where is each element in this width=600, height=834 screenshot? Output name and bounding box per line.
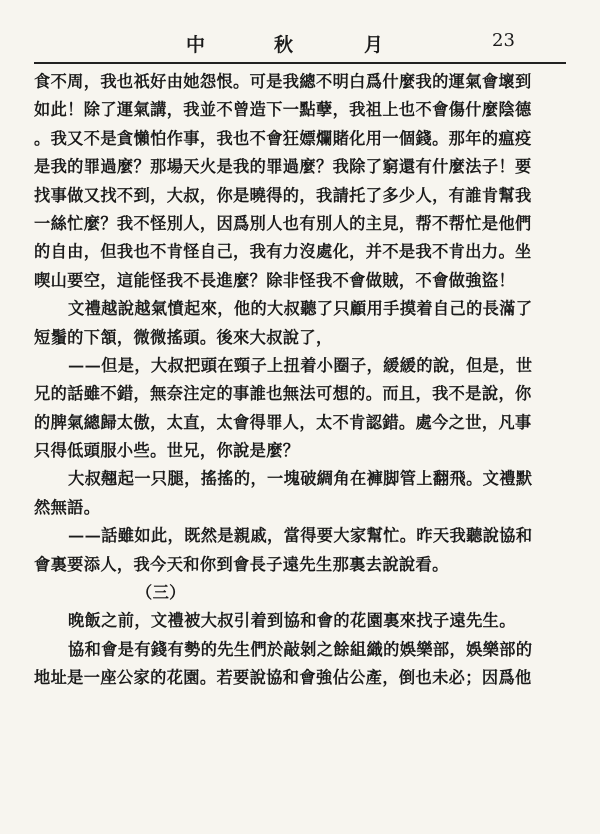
text-line: 文禮越說越氣憤起來，他的大叔聽了只顧用手摸着自己的長滿了 [68,299,533,319]
body-text [34,68,566,693]
text-line: 然無語。 [34,497,101,517]
text-line: 食不周，我也祇好由她怨恨。可是我總不明白爲什麼我的運氣會壞到 [34,72,532,91]
text-line: 。我又不是貪懶怕作事，我也不會狂嫖爛賭化用一個錢。那年的瘟疫 [34,128,532,148]
text-line: 的自由，但我也不肯怪自己，我有力沒處化，并不是我不肯出力。坐 [34,242,532,262]
header-char-1: 中 [186,34,206,56]
section-heading: （三） [136,583,186,603]
text-line: 是我的罪過麼？那場天火是我的罪過麼？我除了窮還有什麼法子！要 [34,157,532,177]
text-line: 大叔翹起一只腿，搖搖的，一塊破綢角在褲脚管上翻飛。文禮默 [68,469,533,489]
running-header [0,30,600,58]
text-line: 只得低頭服小些。世兄，你說是麼？ [34,441,300,461]
page-number: 23 [492,30,515,51]
text-line: 如此！除了運氣講，我並不曾造下一點孽，我祖上也不會傷什麼陰德 [34,100,532,120]
header-rule [34,62,566,64]
text-line: 找事做又找不到，大叔，你是曉得的，我請托了多少人，有誰肯幫我 [34,185,532,205]
text-line: 地址是一座公家的花園。若要說協和會強佔公產，倒也未必；因爲他 [34,668,532,688]
text-line: 短鬚的下頷，微微搖頭。後來大叔說了， [34,327,333,347]
header-char-3: 月 [364,34,384,56]
text-line: 晚飯之前，文禮被大叔引着到協和會的花園裏來找子遠先生。 [68,611,516,631]
text-line: 喫山要空，這能怪我不長進麼？除非怪我不會做賊，不會做強盜！ [34,270,516,290]
text-line: 協和會是有錢有勢的先生們於敲剝之餘組織的娛樂部，娛樂部的 [68,639,533,659]
text-line: 的脾氣總歸太傲，太直，太會得罪人，太不肯認錯。處今之世，凡事 [34,412,532,432]
header-char-2: 秋 [274,34,294,56]
text-line: ——但是，大叔把頭在頸子上扭着小圈子，緩緩的說，但是，世 [68,355,533,375]
text-line: ——話雖如此，既然是親戚，當得要大家幫忙。昨天我聽說協和 [68,526,533,546]
text-line: 一絲忙麼？我不怪別人，因爲別人也有別人的主見，帮不帮忙是他們 [34,213,532,233]
text-line: 會裏要添人，我今天和你到會長子遠先生那裏去說說看。 [34,554,449,574]
text-line: 兄的話雖不錯，無奈注定的事誰也無法可想的。而且，我不是說，你 [34,384,532,404]
